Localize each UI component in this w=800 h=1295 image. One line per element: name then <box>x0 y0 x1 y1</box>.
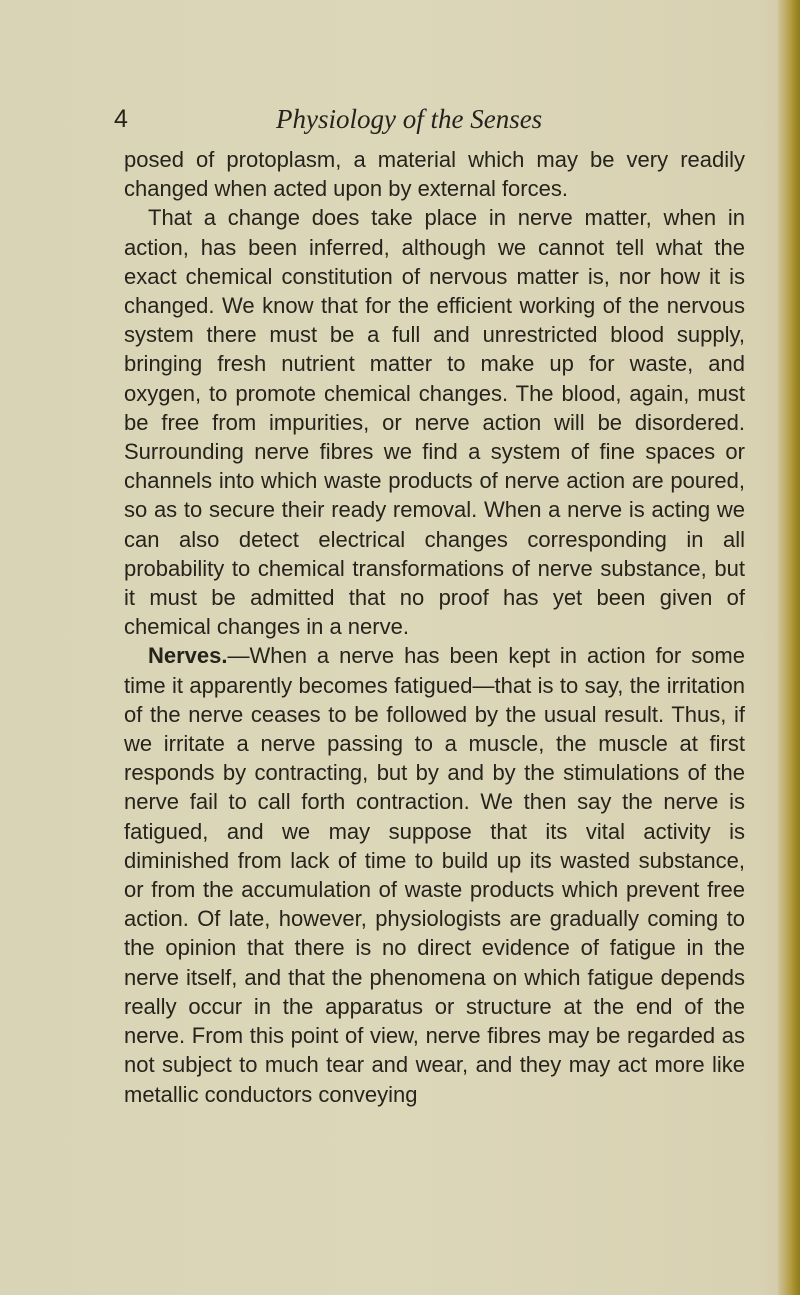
running-title: Physiology of the Senses <box>276 104 543 134</box>
paragraph-nerve-matter: That a change does take place in nerve matter, when in action, has been inferred, although we cannot tell what the exact chemical constitution of nervous matter is, nor how it is changed. We know that for the efficient working of the nervous system there must be a full and unrestricted blood supply, bringing fresh nutrient matter to make up for waste, and oxygen, to promote chemical changes. The blood, again, must be free from impurities, or nerve action will be disordered. Surrounding nerve fibres we find a system of fine spaces or channels into which waste products of nerve action are poured, so as to secure their ready removal. When a nerve is acting we can also detect electrical changes corresponding in all probability to chemical transformations of nerve substance, but it must be admitted that no proof has yet been given of chemical changes in a nerve. <box>124 205 745 640</box>
paragraph-continued: posed of protoplasm, a material which may be very readily changed when acted upon by external forces. <box>124 147 745 202</box>
page-number: 4 <box>114 105 128 133</box>
section-sidehead: Nerves. <box>148 643 228 669</box>
page-edge <box>778 0 800 1295</box>
paragraph-nerves <box>124 641 745 1108</box>
body-text <box>124 145 745 1109</box>
paragraph-nerves-text: —When a nerve has been kept in action for some time it apparently becomes fatigued—that is to say, the irritation of the nerve ceases to be followed by the usual result. Thus, if we irritate a nerve passing to a muscle, the muscle at first responds by contracting, but by and by the stimulations of the nerve fail to call forth contraction. We then say the nerve is fatigued, and we may suppose that its vital activity is diminished from lack of time to build up its wasted substance, or from the accumulation of waste products which prevent free action. Of late, however, physiologists are gradually coming to the opinion that there is no direct evidence of fatigue in the nerve itself, and that the phenomena on which fatigue depends really occur in the apparatus or structure at the end of the nerve. From this point of view, nerve fibres may be regarded as not subject to much tear and wear, and they may act more like metallic conductors conveying <box>124 643 745 1107</box>
running-header <box>0 104 760 138</box>
